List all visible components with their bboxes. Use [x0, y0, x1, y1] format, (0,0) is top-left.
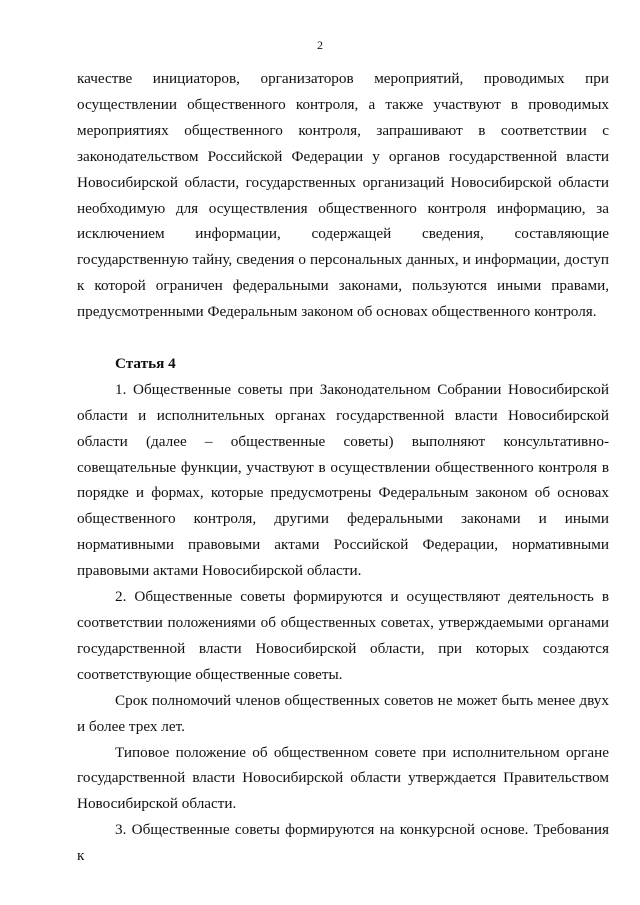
text-line: соответствии положениями об общественных советах, утверждаемыми органами	[77, 614, 609, 632]
text-line: правовыми актами Новосибирской области.	[77, 562, 362, 580]
text-line: государственной власти Новосибирской области утверждается Правительством	[77, 769, 609, 787]
text-line: исключением информации, содержащей сведения, составляющие	[77, 225, 609, 243]
text-line: предусмотренными Федеральным законом об основах общественного контроля.	[77, 303, 597, 321]
text-line: области (далее – общественные советы) выполняют консультативно-	[77, 432, 609, 450]
article-paragraph-1	[77, 377, 609, 584]
text-line: необходимую для осуществления общественного контроля информацию, за	[77, 199, 609, 217]
text-line: 2. Общественные советы формируются и осуществляют деятельность в	[115, 588, 609, 606]
article-paragraph-2	[77, 584, 609, 688]
text-line: соответствующие общественные советы.	[77, 665, 343, 683]
text-line: Новосибирской области.	[77, 795, 237, 813]
text-line: к которой ограничен федеральными законами, пользуются иными правами,	[77, 277, 609, 295]
text-line: и более трех лет.	[77, 717, 185, 735]
text-line: области и исполнительных органах государственной власти Новосибирской	[77, 406, 609, 424]
text-line: совещательные функции, участвуют в осуществлении общественного контроля в	[77, 458, 609, 476]
text-line: законодательством Российской Федерации у органов государственной власти	[77, 147, 609, 165]
text-line: качестве инициаторов, организаторов мероприятий, проводимых при	[77, 70, 609, 87]
text-line: государственной власти Новосибирской области, при которых создаются	[77, 639, 609, 657]
intro-paragraph	[77, 66, 609, 325]
text-line: 1. Общественные советы при Законодательном Собрании Новосибирской	[115, 380, 609, 398]
article-paragraph-model-regulation	[77, 740, 609, 818]
text-line: нормативными правовыми актами Российской Федерации, нормативными	[77, 536, 609, 554]
text-line: осуществлении общественного контроля, а также участвуют в проводимых	[77, 95, 609, 113]
text-line: 3. Общественные советы формируются на конкурсной основе. Требования к	[77, 821, 609, 865]
text-line: мероприятиях общественного контроля, запрашивают в соответствии с	[77, 121, 609, 139]
page-number: 2	[317, 38, 323, 52]
text-line: Срок полномочий членов общественных советов не может быть менее двух	[115, 691, 609, 709]
text-line: общественного контроля, другими федеральными законами и иными	[77, 510, 609, 528]
article-paragraph-term	[77, 688, 609, 740]
article-paragraph-3	[77, 817, 609, 869]
text-line: Новосибирской области, государственных организаций Новосибирской области	[77, 173, 609, 191]
article-heading: Статья 4	[115, 354, 176, 372]
text-line: государственную тайну, сведения о персональных данных, и информации, доступ	[77, 251, 609, 269]
text-line: Типовое положение об общественном совете при исполнительном органе	[115, 743, 609, 761]
text-line: порядке и формах, которые предусмотрены Федеральным законом об основах	[77, 484, 609, 502]
document-body	[77, 66, 609, 869]
